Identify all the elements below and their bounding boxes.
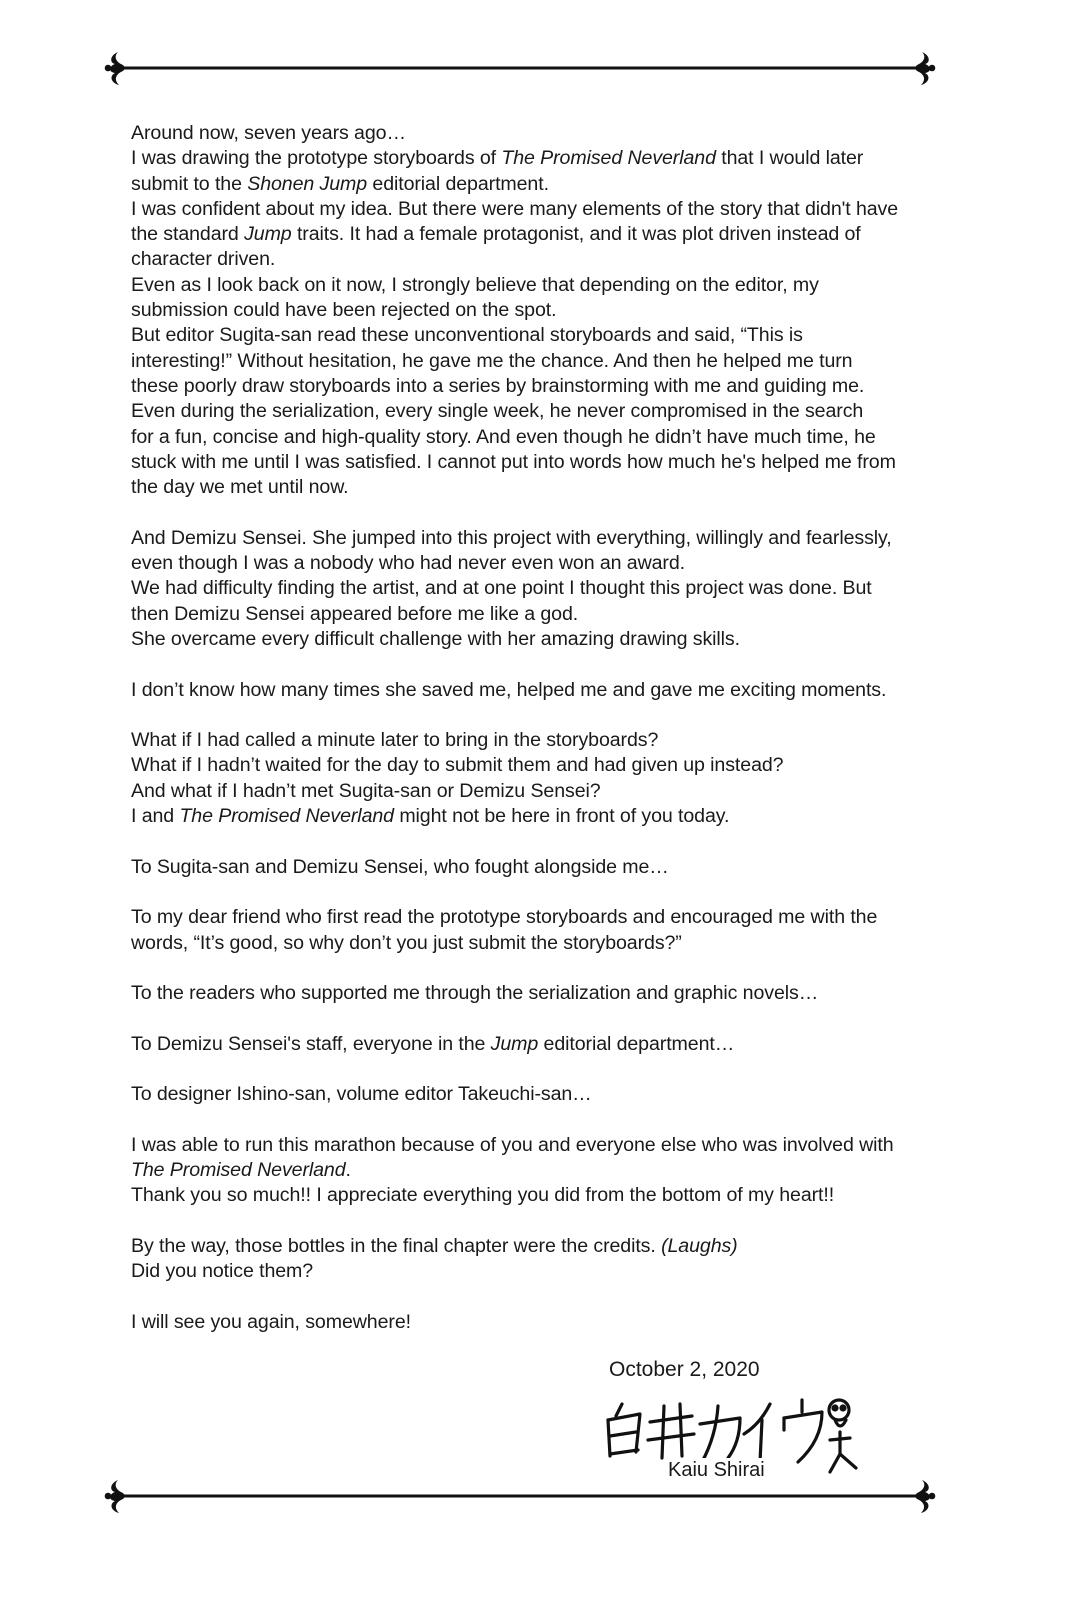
magazine-italic: Shonen Jump: [247, 172, 368, 195]
text-line: [131, 1032, 946, 1057]
text-line: submission could have been rejected on the spot.: [131, 299, 557, 322]
paragraph-bottles: [131, 1234, 946, 1285]
text-line: character driven.: [131, 248, 276, 271]
laughs-italic: (Laughs): [661, 1235, 738, 1258]
text-line: To designer Ishino-san, volume editor Takeuchi-san…: [131, 1083, 592, 1106]
text-run: the standard: [131, 223, 245, 246]
text-line: What if I hadn’t waited for the day to submit them and had given up instead?: [131, 754, 784, 777]
text-line: interesting!” Without hesitation, he gave me the chance. And then he helped me turn: [131, 349, 853, 372]
text-run: .: [345, 1159, 351, 1182]
text-line: [131, 222, 946, 247]
text-line: for a fun, concise and high-quality story. And even though he didn’t have much time, he: [131, 425, 876, 448]
text-line: We had difficulty finding the artist, and at one point I thought this project was done. But: [131, 577, 872, 600]
bottom-ornamental-divider: [100, 1476, 940, 1516]
text-line: And what if I hadn’t met Sugita-san or Demizu Sensei?: [131, 779, 601, 802]
text-line: To the readers who supported me through the serialization and graphic novels…: [131, 982, 819, 1005]
text-run: To Demizu Sensei's staff, everyone in the: [131, 1032, 491, 1055]
title-italic: The Promised Neverland: [179, 805, 394, 828]
text-run: I was drawing the prototype storyboards of: [131, 147, 502, 170]
text-line: stuck with me until I was satisfied. I cannot put into words how much he's helped me from: [131, 450, 896, 473]
text-run: I and: [131, 805, 180, 828]
text-line: I was able to run this marathon because of you and everyone else who was involved with: [131, 1133, 894, 1156]
left-fleuron-icon: [105, 52, 125, 85]
text-line: To my dear friend who first read the prototype storyboards and encouraged me with the: [131, 906, 878, 929]
left-fleuron-icon: [105, 1480, 125, 1513]
text-line: words, “It’s good, so why don’t you just submit the storyboards?”: [131, 931, 682, 954]
text-line: I will see you again, somewhere!: [131, 1310, 411, 1333]
text-line: these poorly draw storyboards into a series by brainstorming with me and guiding me.: [131, 374, 865, 397]
text-line: Thank you so much!! I appreciate everything you did from the bottom of my heart!!: [131, 1184, 835, 1207]
paragraph-farewell: [131, 1310, 946, 1335]
text-line: [131, 1158, 946, 1183]
text-run: that I would later: [715, 147, 864, 170]
text-line: [131, 146, 946, 171]
text-line: I was confident about my idea. But there were many elements of the story that didn't have: [131, 197, 899, 220]
text-line: Did you notice them?: [131, 1260, 314, 1283]
text-line: the day we met until now.: [131, 476, 349, 499]
paragraph-thanks-friend: [131, 905, 946, 956]
text-run: might not be here in front of you today.: [393, 805, 730, 828]
text-line: even though I was a nobody who had never even won an award.: [131, 552, 685, 575]
right-fleuron-icon: [915, 1480, 935, 1513]
paragraph-saved-me: [131, 678, 946, 703]
right-fleuron-icon: [915, 52, 935, 85]
text-line: And Demizu Sensei. She jumped into this project with everything, willingly and fearlessly,: [131, 526, 892, 549]
title-italic: The Promised Neverland: [501, 147, 716, 170]
text-line: Even during the serialization, every single week, he never compromised in the search: [131, 400, 864, 423]
paragraph-origin-story: [131, 121, 946, 500]
author-name: Kaiu Shirai: [668, 1459, 765, 1481]
text-line: But editor Sugita-san read these unconventional storyboards and said, “This is: [131, 324, 803, 347]
text-line: To Sugita-san and Demizu Sensei, who fought alongside me…: [131, 855, 669, 878]
text-line: [131, 804, 946, 829]
title-italic: The Promised Neverland: [131, 1159, 346, 1182]
text-line: What if I had called a minute later to bring in the storyboards?: [131, 729, 659, 752]
text-line: I don’t know how many times she saved me, helped me and gave me exciting moments.: [131, 678, 887, 701]
text-run: editorial department…: [538, 1032, 735, 1055]
paragraph-thanks-sugita-demizu: [131, 855, 946, 880]
text-line: then Demizu Sensei appeared before me like a god.: [131, 602, 579, 625]
text-run: traits. It had a female protagonist, and it was plot driven instead of: [291, 223, 861, 246]
text-line: [131, 172, 946, 197]
afterword-letter: [131, 121, 946, 1361]
text-line: [131, 1234, 946, 1259]
text-line: Even as I look back on it now, I strongly believe that depending on the editor, my: [131, 273, 819, 296]
paragraph-thanks-readers: [131, 981, 946, 1006]
magazine-italic: Jump: [244, 223, 292, 246]
text-run: By the way, those bottles in the final chapter were the credits.: [131, 1235, 662, 1258]
text-line: Around now, seven years ago…: [131, 122, 406, 144]
text-run: submit to the: [131, 172, 248, 195]
text-run: editorial department.: [367, 172, 549, 195]
magazine-italic: Jump: [490, 1032, 539, 1055]
paragraph-demizu: [131, 526, 946, 652]
letter-date: October 2, 2020: [609, 1358, 760, 1381]
text-line: She overcame every difficult challenge with her amazing drawing skills.: [131, 627, 740, 650]
paragraph-what-if: [131, 728, 946, 829]
paragraph-thanks-staff: [131, 1032, 946, 1057]
paragraph-marathon: [131, 1133, 946, 1209]
top-ornamental-divider: [100, 48, 940, 88]
paragraph-thanks-designer: [131, 1082, 946, 1107]
